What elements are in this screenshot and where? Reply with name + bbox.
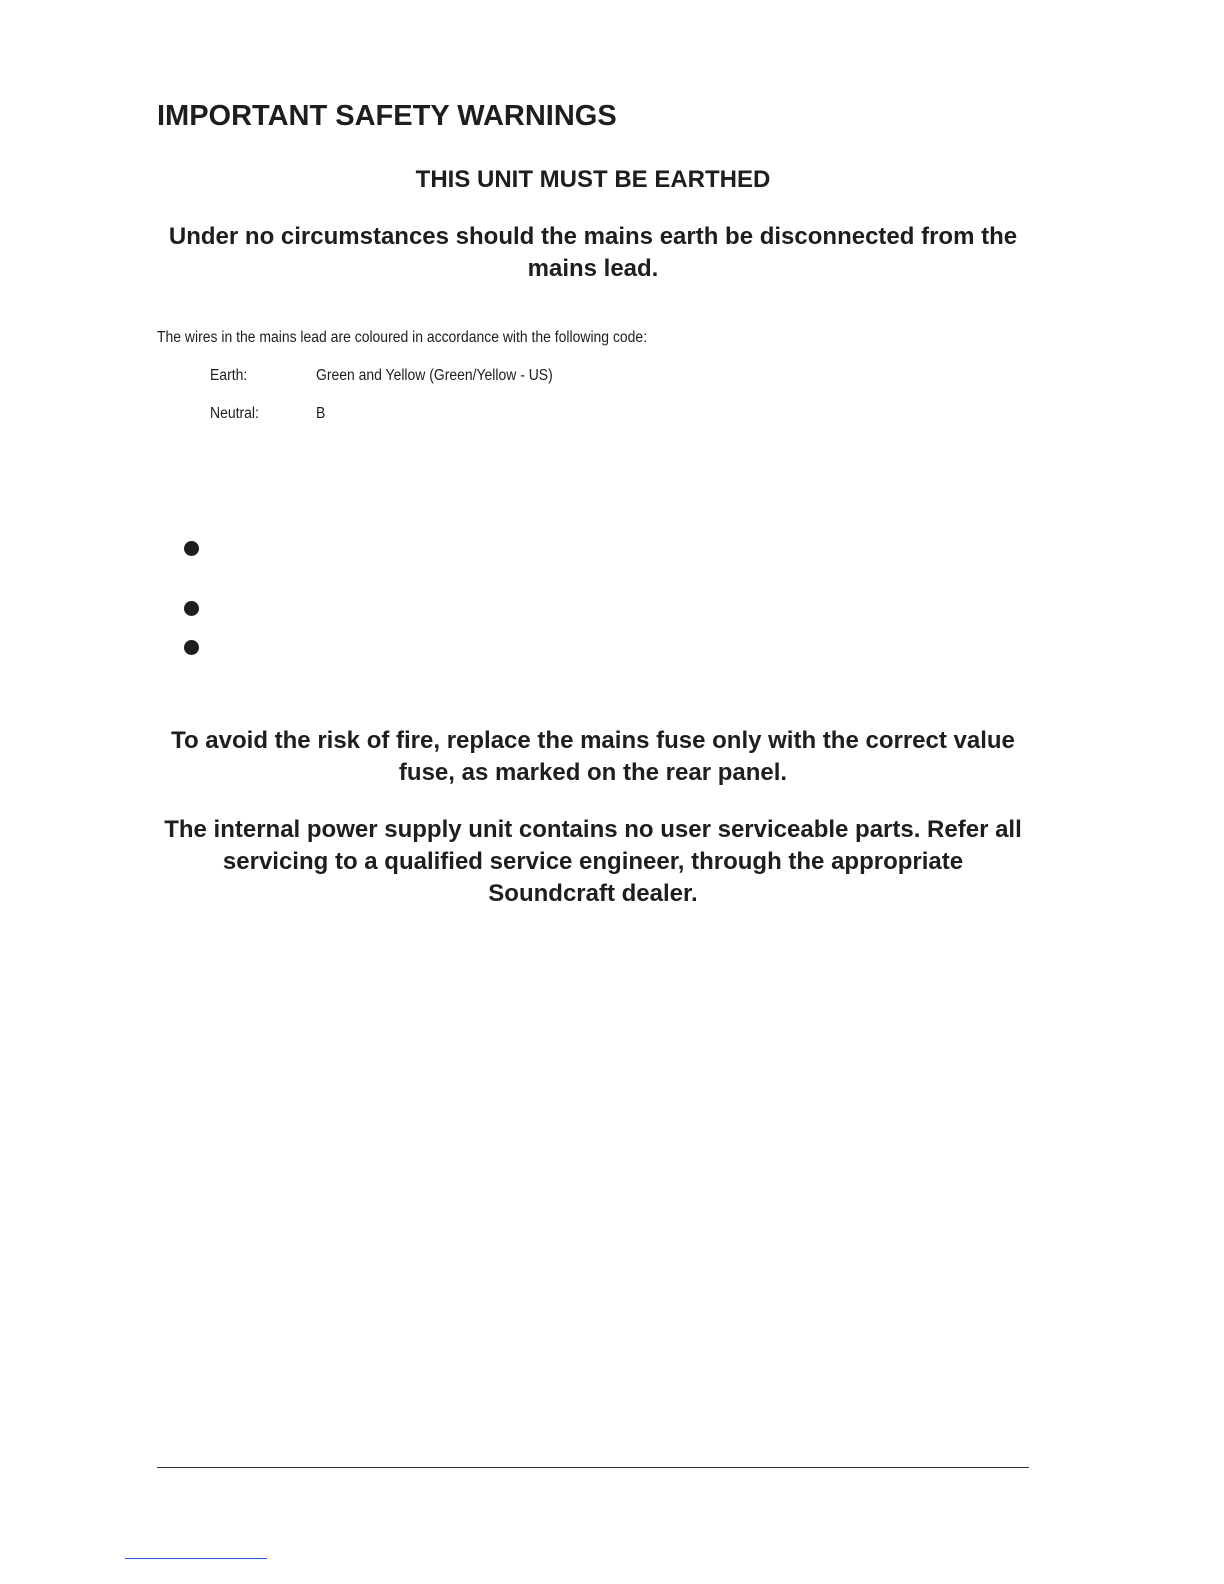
footer-divider bbox=[157, 1467, 1029, 1468]
page-title: IMPORTANT SAFETY WARNINGS bbox=[157, 100, 617, 132]
wire-code-value: Green and Yellow (Green/Yellow - US) bbox=[316, 367, 553, 384]
bullet-point-icon bbox=[184, 541, 199, 556]
footer-link-underline bbox=[125, 1558, 267, 1559]
bullet-point-icon bbox=[184, 601, 199, 616]
wire-code-value: B bbox=[316, 405, 326, 422]
wire-code-intro: The wires in the mains lead are coloured in accordance with the following code: bbox=[157, 329, 648, 346]
fire-risk-warning: To avoid the risk of fire, replace the mains fuse only with the correct value fuse, as marked on the rear panel. bbox=[171, 727, 1015, 786]
wire-code-label: Neutral: bbox=[210, 405, 259, 422]
earth-disconnect-warning: Under no circumstances should the mains earth be disconnected from the mains lead. bbox=[168, 223, 1018, 282]
wire-code-label: Earth: bbox=[210, 367, 248, 384]
earthed-warning: THIS UNIT MUST BE EARTHED bbox=[415, 166, 771, 193]
bullet-point-icon bbox=[184, 640, 199, 655]
service-warning: The internal power supply unit contains no user serviceable parts. Refer all servicing to a qualified service engineer, through the appropriate Soundcraft dealer. bbox=[164, 816, 1022, 907]
